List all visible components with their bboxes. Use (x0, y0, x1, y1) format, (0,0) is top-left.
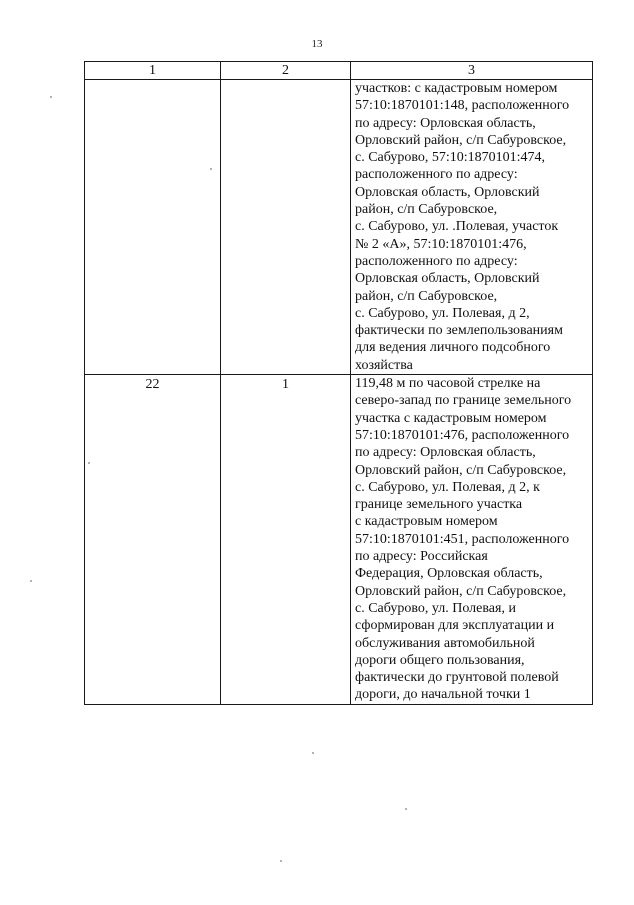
table-row (85, 375, 593, 705)
boundary-description-cell (351, 375, 593, 705)
description-line: участков: с кадастровым номером (355, 81, 558, 96)
description-line: границе земельного участка (355, 497, 523, 513)
description-line: Орловский район, с/п Сабуровское, (355, 132, 567, 148)
description-line: дороги общего пользования, (355, 652, 525, 668)
description-line: с. Сабурово, ул. Полевая, д 2, (355, 305, 530, 321)
description-line: 119,48 м по часовой стрелке на (355, 376, 541, 392)
next-point-cell (221, 80, 351, 375)
description-line: Орловский район, с/п Сабуровское, (355, 462, 567, 478)
next-point-cell: 1 (221, 375, 351, 705)
description-line: 57:10:1870101:148, расположенного (355, 98, 570, 114)
scan-speck (312, 752, 314, 754)
table-header-row (85, 62, 593, 80)
description-line: с. Сабурово, ул. Полевая, и (355, 600, 516, 616)
description-line: участка с кадастровым номером (355, 410, 547, 426)
description-line: с. Сабурово, ул. .Полевая, участок (355, 219, 559, 235)
description-line: по адресу: Орловская область, (355, 115, 536, 131)
description-line: Орловская область, Орловский (355, 184, 540, 200)
description-line: с кадастровым номером (355, 514, 498, 530)
description-line: фактически по землепользованиям (355, 323, 563, 339)
description-line: с. Сабурово, 57:10:1870101:474, (355, 150, 546, 166)
boundary-description-cell (351, 80, 593, 375)
scan-speck (405, 808, 407, 810)
boundary-description-table (84, 61, 593, 705)
description-line: обслуживания автомобильной (355, 635, 535, 651)
description-line: дороги, до начальной точки 1 (355, 687, 531, 703)
scan-speck (210, 168, 212, 170)
description-line: район, с/п Сабуровское, (355, 288, 498, 304)
description-line: 57:10:1870101:476, расположенного (355, 427, 570, 443)
description-line: Орловская область, Орловский (355, 271, 540, 287)
description-line: № 2 «А», 57:10:1870101:476, (355, 236, 527, 252)
column-header-3: 3 (351, 62, 593, 80)
scan-speck (280, 860, 282, 862)
description-line: для ведения личного подсобного (355, 340, 551, 356)
description-line: сформирован для эксплуатации и (355, 618, 555, 634)
description-line: по адресу: Орловская область, (355, 445, 536, 461)
description-line: расположенного по адресу: (355, 167, 518, 183)
table-row (85, 80, 593, 375)
column-header-1: 1 (85, 62, 221, 80)
description-line: с. Сабурово, ул. Полевая, д 2, к (355, 479, 540, 495)
description-line: район, с/п Сабуровское, (355, 202, 498, 218)
description-line: по адресу: Российская (355, 549, 488, 565)
description-line: фактически до грунтовой полевой (355, 670, 559, 686)
scan-speck (88, 462, 90, 464)
description-line: Федерация, Орловская область, (355, 566, 543, 582)
description-line: северо-запад по границе земельного (355, 393, 572, 409)
point-number-cell (85, 80, 221, 375)
column-header-2: 2 (221, 62, 351, 80)
description-line: Орловский район, с/п Сабуровское, (355, 583, 567, 599)
page-number: 13 (311, 38, 323, 50)
scan-speck (50, 96, 52, 98)
description-line: 57:10:1870101:451, расположенного (355, 531, 570, 547)
point-number-cell: 22 (85, 375, 221, 705)
description-line: хозяйства (355, 357, 413, 373)
scan-speck (30, 580, 32, 582)
description-line: расположенного по адресу: (355, 253, 518, 269)
